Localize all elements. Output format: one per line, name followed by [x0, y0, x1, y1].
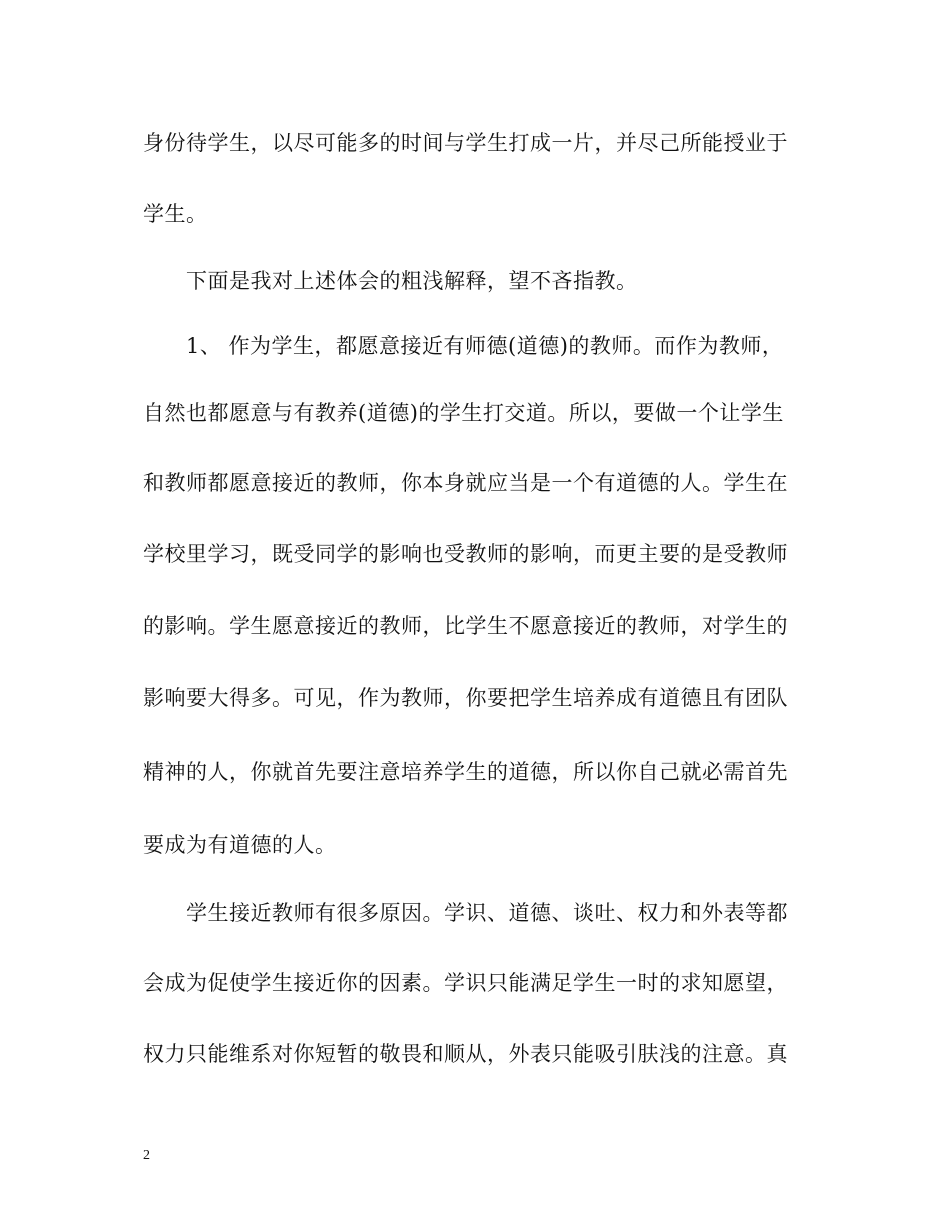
- paragraph-start-line: 下面是我对上述体会的粗浅解释，望不吝指教。: [186, 269, 638, 293]
- text-line: 精神的人，你就首先要注意培养学生的道德，所以你自己就必需首先: [143, 760, 788, 784]
- text-line: 自然也都愿意与有教养(道德)的学生打交道。所以，要做一个让学生: [143, 401, 784, 425]
- text-line: 影响要大得多。可见，作为教师，你要把学生培养成有道德且有团队: [143, 686, 788, 710]
- page-number: 2: [143, 1148, 150, 1163]
- text-line: 学生。: [143, 202, 208, 226]
- text-line: 会成为促使学生接近你的因素。学识只能满足学生一时的求知愿望，: [143, 971, 788, 995]
- text-line: 权力只能维系对你短暂的敬畏和顺从，外表只能吸引肤浅的注意。真: [143, 1042, 788, 1066]
- text-line: 和教师都愿意接近的教师，你本身就应当是一个有道德的人。学生在: [143, 471, 788, 495]
- text-line: 的影响。学生愿意接近的教师，比学生不愿意接近的教师，对学生的: [143, 614, 788, 638]
- text-line: 要成为有道德的人。: [143, 833, 337, 857]
- numbered-item-line: 1、 作为学生，都愿意接近有师德(道德)的教师。而作为教师，: [186, 334, 784, 358]
- paragraph-start-line: 学生接近教师有很多原因。学识、道德、谈吐、权力和外表等都: [186, 901, 788, 925]
- text-line: 学校里学习，既受同学的影响也受教师的影响，而更主要的是受教师: [143, 542, 788, 566]
- text-line: 身份待学生，以尽可能多的时间与学生打成一片，并尽己所能授业于: [143, 131, 788, 155]
